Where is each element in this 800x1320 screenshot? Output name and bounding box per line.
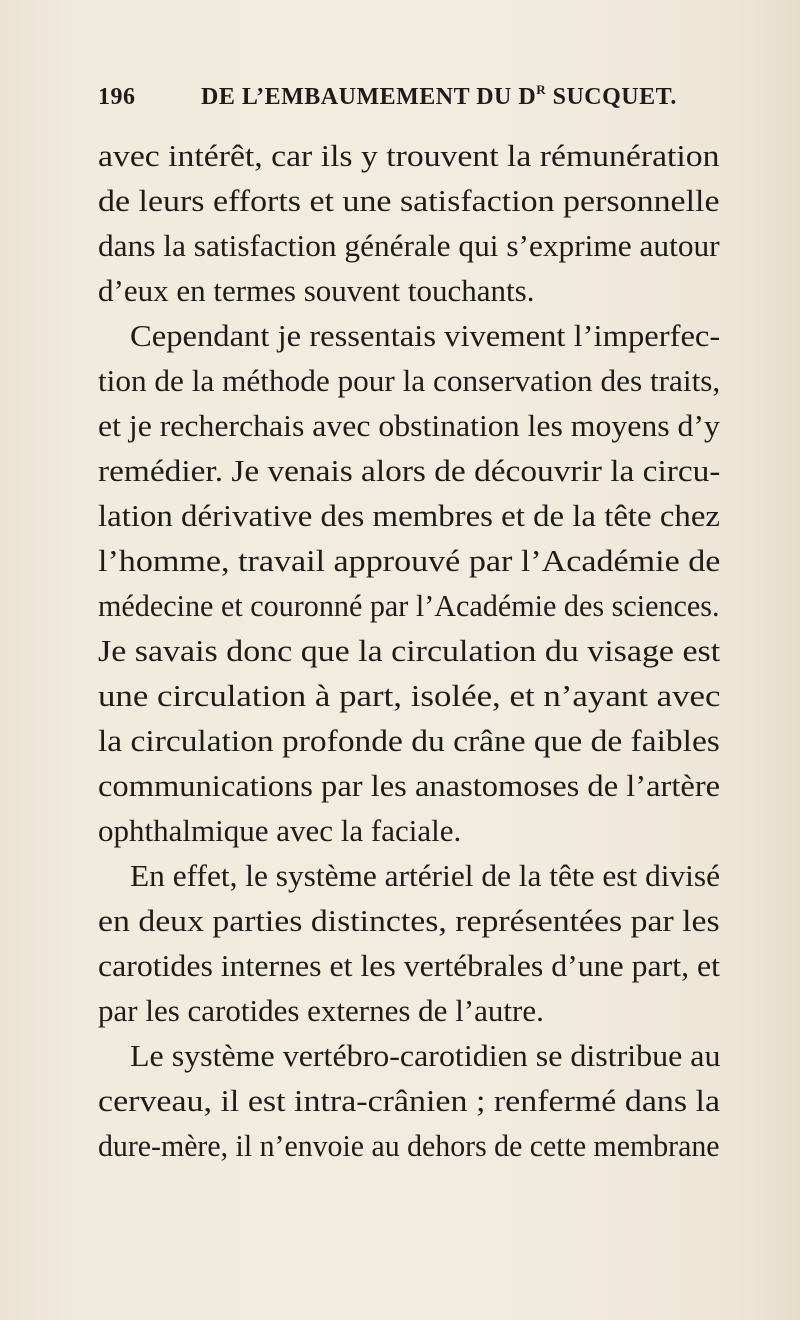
page-number: 196 — [98, 84, 136, 110]
running-head — [201, 84, 677, 111]
text-line: médecine et couronné par l’Académie des sciences. — [98, 588, 720, 623]
text-line: dans la satisfaction générale qui s’exprime autour — [98, 228, 720, 263]
text-line: l’homme, travail approuvé par l’Académie de — [98, 543, 721, 578]
text-line: carotides internes et les vertébrales d’une part, et — [98, 948, 720, 983]
text-line: Je savais donc que la circulation du visage est — [98, 633, 721, 668]
text-line: lation dérivative des membres et de la tête chez — [98, 498, 721, 533]
text-line: Le système vertébro-carotidien se distribue au — [130, 1038, 721, 1073]
text-line: tion de la méthode pour la conservation des traits, — [98, 363, 721, 398]
page-header — [98, 84, 720, 118]
text-line: cerveau, il est intra-crânien ; renfermé dans la — [98, 1083, 721, 1118]
text-line: ophthalmique avec la faciale. — [98, 813, 462, 848]
text-line: en deux parties distinctes, représentées par les — [98, 903, 720, 938]
text-line: En effet, le système artériel de la tête est divisé — [130, 858, 721, 893]
text-line: d’eux en termes souvent touchants. — [98, 273, 535, 308]
text-line: la circulation profonde du crâne que de faibles — [98, 723, 720, 758]
running-head-text-end: SUCQUET. — [546, 84, 677, 110]
running-head-superscript: R — [536, 82, 547, 97]
text-line: de leurs efforts et une satisfaction personnelle — [98, 183, 720, 218]
text-line: par les carotides externes de l’autre. — [98, 993, 544, 1028]
text-line: une circulation à part, isolée, et n’ayant avec — [98, 678, 721, 713]
text-line: remédier. Je venais alors de découvrir la circu- — [98, 453, 721, 488]
text-line: communications par les anastomoses de l’artère — [98, 768, 721, 803]
text-line: avec intérêt, car ils y trouvent la rémunération — [98, 138, 720, 173]
text-line: dure-mère, il n’envoie au dehors de cette membrane — [98, 1128, 720, 1163]
text-line: et je recherchais avec obstination les moyens d’y — [98, 408, 720, 443]
running-head-text: DE L’EMBAUMEMENT DU D — [201, 84, 537, 110]
text-line: Cependant je ressentais vivement l’imperfec- — [130, 318, 721, 353]
